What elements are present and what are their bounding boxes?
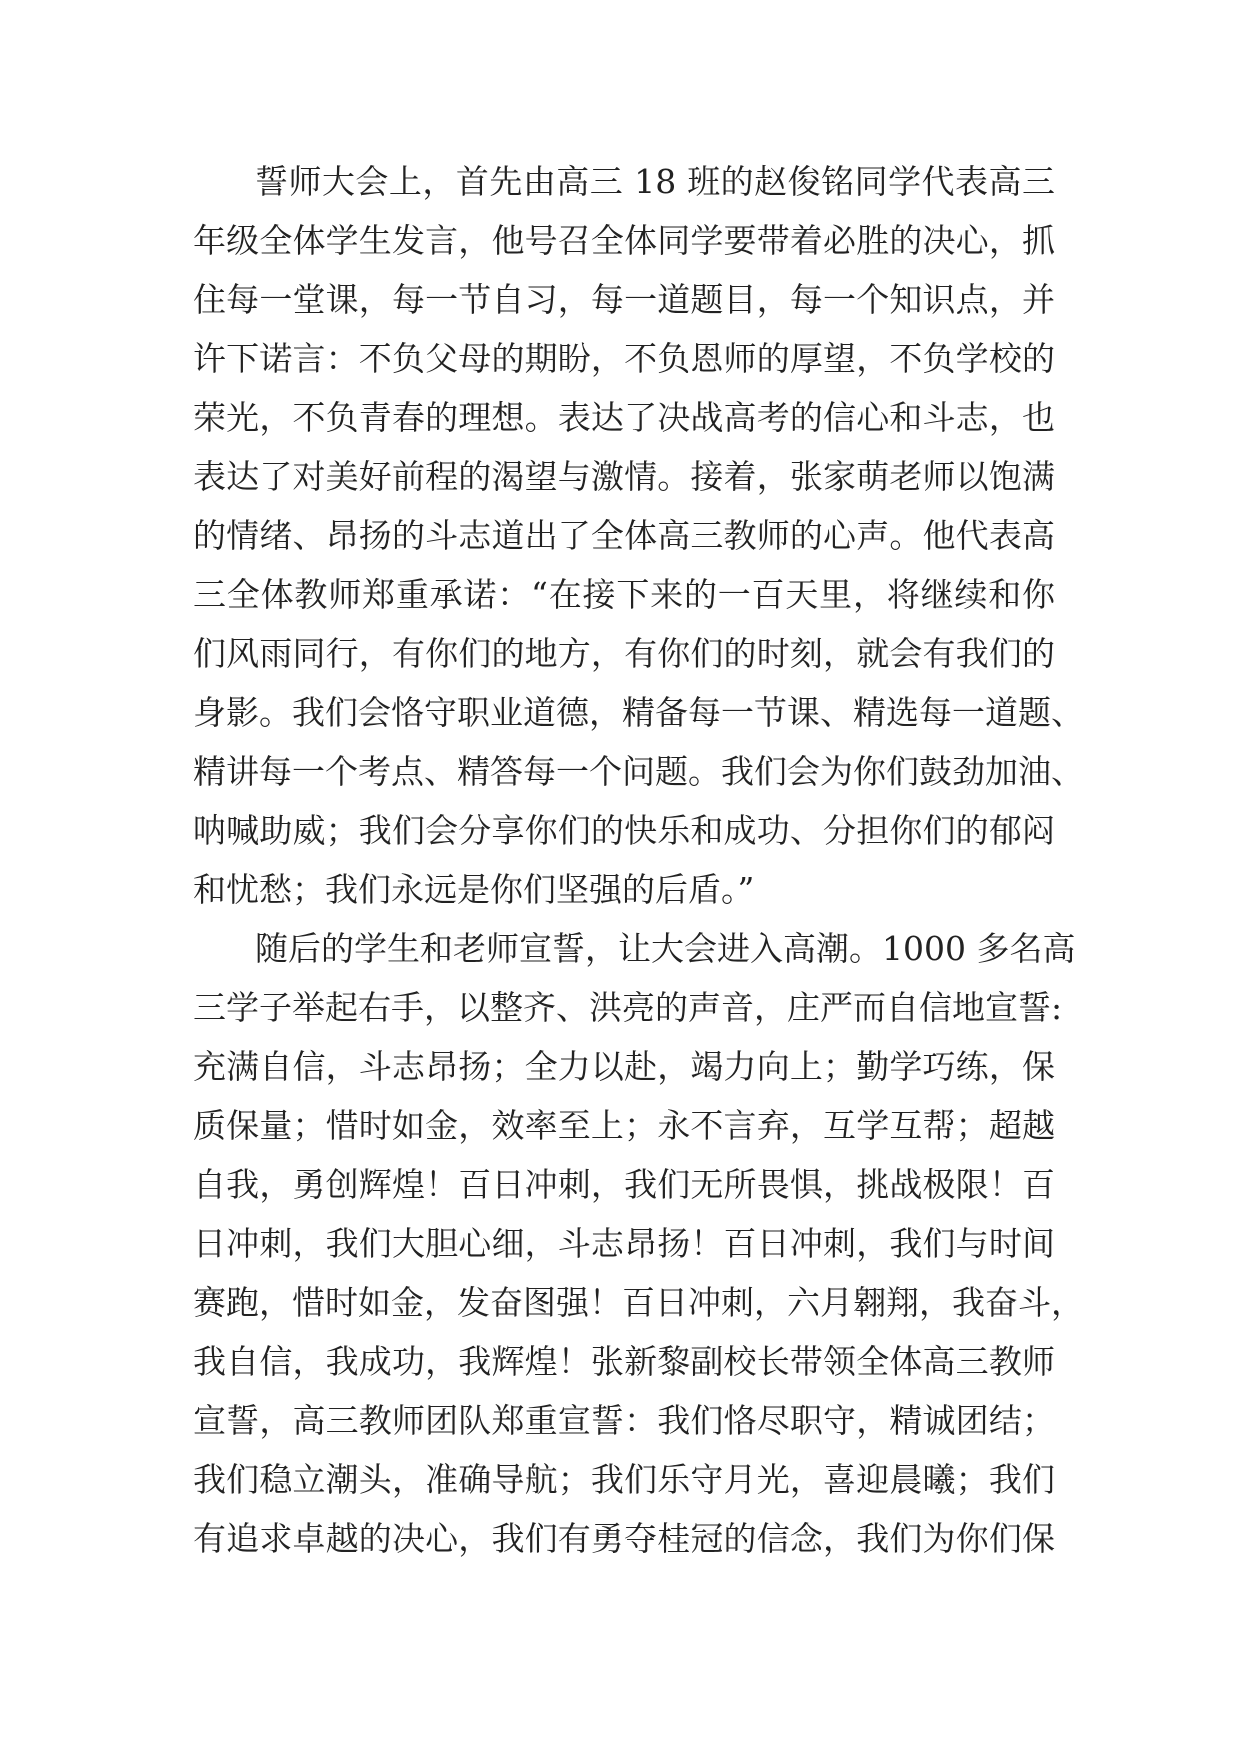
text-line: 住每一堂课，每一节自习，每一道题目，每一个知识点，并 [193,280,1055,319]
text-line: 许下诺言：不负父母的期盼，不负恩师的厚望，不负学校的 [193,339,1055,378]
text-line: 精讲每一个考点、精答每一个问题。我们会为你们鼓劲加油、 [193,752,1084,791]
text-line: 们风雨同行，有你们的地方，有你们的时刻，就会有我们的 [193,634,1055,673]
text-line: 誓师大会上，首先由高三 18 班的赵俊铭同学代表高三 [255,162,1055,201]
text-line: 充满自信，斗志昂扬；全力以赴，竭力向上；勤学巧练，保 [193,1047,1055,1086]
text-line: 表达了对美好前程的渴望与激情。接着，张家萌老师以饱满 [193,457,1055,496]
body-text [193,152,1084,1568]
text-line: 宣誓，高三教师团队郑重宣誓：我们恪尽职守，精诚团结； [193,1401,1055,1440]
text-line: 呐喊助威；我们会分享你们的快乐和成功、分担你们的郁闷 [193,811,1055,850]
text-line: 三全体教师郑重承诺：“在接下来的一百天里，将继续和你 [193,575,1055,614]
text-line: 我们稳立潮头，准确导航；我们乐守月光，喜迎晨曦；我们 [193,1460,1055,1499]
text-line: 年级全体学生发言，他号召全体同学要带着必胜的决心，抓 [193,221,1055,260]
text-line: 质保量；惜时如金，效率至上；永不言弃，互学互帮；超越 [193,1106,1055,1145]
text-line: 三学子举起右手，以整齐、洪亮的声音，庄严而自信地宣誓: [193,988,1063,1027]
text-line: 的情绪、昂扬的斗志道出了全体高三教师的心声。他代表高 [193,516,1055,555]
text-line: 日冲刺，我们大胆心细，斗志昂扬！百日冲刺，我们与时间 [193,1224,1055,1263]
text-line: 自我，勇创辉煌！百日冲刺，我们无所畏惧，挑战极限！百 [193,1165,1055,1204]
text-line: 和忧愁；我们永远是你们坚强的后盾。” [193,870,755,909]
text-line: 随后的学生和老师宣誓，让大会进入高潮。1000 多名高 [255,929,1076,968]
text-line: 荣光，不负青春的理想。表达了决战高考的信心和斗志，也 [193,398,1055,437]
text-line: 身影。我们会恪守职业道德，精备每一节课、精选每一道题、 [193,693,1084,732]
text-line: 赛跑，惜时如金，发奋图强！百日冲刺，六月翱翔，我奋斗， [193,1283,1084,1322]
text-line: 我自信，我成功，我辉煌！张新黎副校长带领全体高三教师 [193,1342,1055,1381]
text-line: 有追求卓越的决心，我们有勇夺桂冠的信念，我们为你们保 [193,1519,1055,1558]
